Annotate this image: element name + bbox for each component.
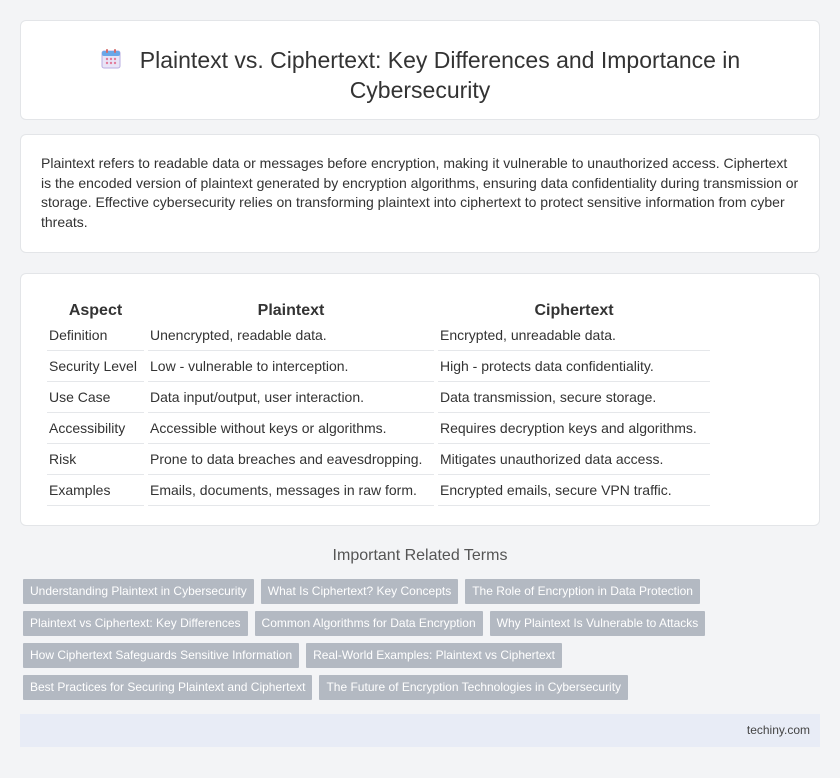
table-row bbox=[47, 351, 710, 382]
page-title-line-1: Plaintext vs. Ciphertext: Key Differences and Importance in bbox=[139, 47, 741, 73]
cell-ciphertext: Encrypted, unreadable data. bbox=[438, 320, 710, 351]
related-term-tag[interactable]: Best Practices for Securing Plaintext and Ciphertext bbox=[23, 675, 312, 700]
cell-ciphertext: High - protects data confidentiality. bbox=[438, 351, 710, 382]
cell-ciphertext: Encrypted emails, secure VPN traffic. bbox=[438, 475, 710, 506]
table-row bbox=[47, 320, 710, 351]
cell-aspect: Accessibility bbox=[47, 413, 144, 444]
table-row bbox=[47, 444, 710, 475]
table-row bbox=[47, 475, 710, 506]
footer-site[interactable]: techiny.com bbox=[746, 723, 810, 737]
cell-plaintext: Prone to data breaches and eavesdropping. bbox=[148, 444, 434, 475]
related-term-tag[interactable]: What Is Ciphertext? Key Concepts bbox=[261, 579, 458, 604]
header-aspect: Aspect bbox=[68, 302, 123, 319]
page-title bbox=[21, 45, 819, 105]
footer bbox=[20, 714, 820, 747]
related-term-tag[interactable]: How Ciphertext Safeguards Sensitive Information bbox=[23, 643, 299, 668]
related-term-tag[interactable]: Real-World Examples: Plaintext vs Ciphertext bbox=[306, 643, 562, 668]
calendar-icon bbox=[100, 48, 122, 70]
cell-aspect: Definition bbox=[47, 320, 144, 351]
cell-ciphertext: Mitigates unauthorized data access. bbox=[438, 444, 710, 475]
comparison-card bbox=[20, 273, 820, 526]
header-plaintext: Plaintext bbox=[257, 302, 325, 319]
related-terms-row bbox=[23, 579, 823, 604]
cell-plaintext: Data input/output, user interaction. bbox=[148, 382, 434, 413]
cell-aspect: Examples bbox=[47, 475, 144, 506]
intro-card bbox=[20, 134, 820, 253]
related-terms-list bbox=[23, 579, 823, 707]
header-ciphertext: Ciphertext bbox=[534, 302, 614, 319]
table-row bbox=[47, 413, 710, 444]
related-term-tag[interactable]: Plaintext vs Ciphertext: Key Differences bbox=[23, 611, 248, 636]
cell-plaintext: Unencrypted, readable data. bbox=[148, 320, 434, 351]
comparison-table bbox=[43, 296, 714, 506]
related-term-tag[interactable]: The Role of Encryption in Data Protection bbox=[465, 579, 700, 604]
related-term-tag[interactable]: Why Plaintext Is Vulnerable to Attacks bbox=[490, 611, 706, 636]
cell-ciphertext: Requires decryption keys and algorithms. bbox=[438, 413, 710, 444]
table-header-row bbox=[47, 296, 710, 320]
related-term-tag[interactable]: Common Algorithms for Data Encryption bbox=[255, 611, 483, 636]
cell-plaintext: Emails, documents, messages in raw form. bbox=[148, 475, 434, 506]
related-terms-row bbox=[23, 611, 823, 636]
cell-aspect: Risk bbox=[47, 444, 144, 475]
cell-plaintext: Low - vulnerable to interception. bbox=[148, 351, 434, 382]
page-title-line-2: Cybersecurity bbox=[349, 77, 491, 103]
intro-paragraph: Plaintext refers to readable data or messages before encryption, making it vulnerable to unauthorized access. Ciphertext is the encoded version of plaintext generated by encryption algorithms, ensuring data confidentiality during transmission or storage. Effective cybersecurity relies on transforming plaintext into ciphertext to protect sensitive information from cyber threats. bbox=[41, 155, 799, 230]
related-terms-row bbox=[23, 675, 823, 700]
header-card bbox=[20, 20, 820, 120]
table-row bbox=[47, 382, 710, 413]
related-term-tag[interactable]: Understanding Plaintext in Cybersecurity bbox=[23, 579, 254, 604]
cell-aspect: Security Level bbox=[47, 351, 144, 382]
cell-ciphertext: Data transmission, secure storage. bbox=[438, 382, 710, 413]
related-term-tag[interactable]: The Future of Encryption Technologies in Cybersecurity bbox=[319, 675, 628, 700]
cell-aspect: Use Case bbox=[47, 382, 144, 413]
related-terms-title: Important Related Terms bbox=[332, 547, 508, 564]
cell-plaintext: Accessible without keys or algorithms. bbox=[148, 413, 434, 444]
related-terms-row bbox=[23, 643, 823, 668]
